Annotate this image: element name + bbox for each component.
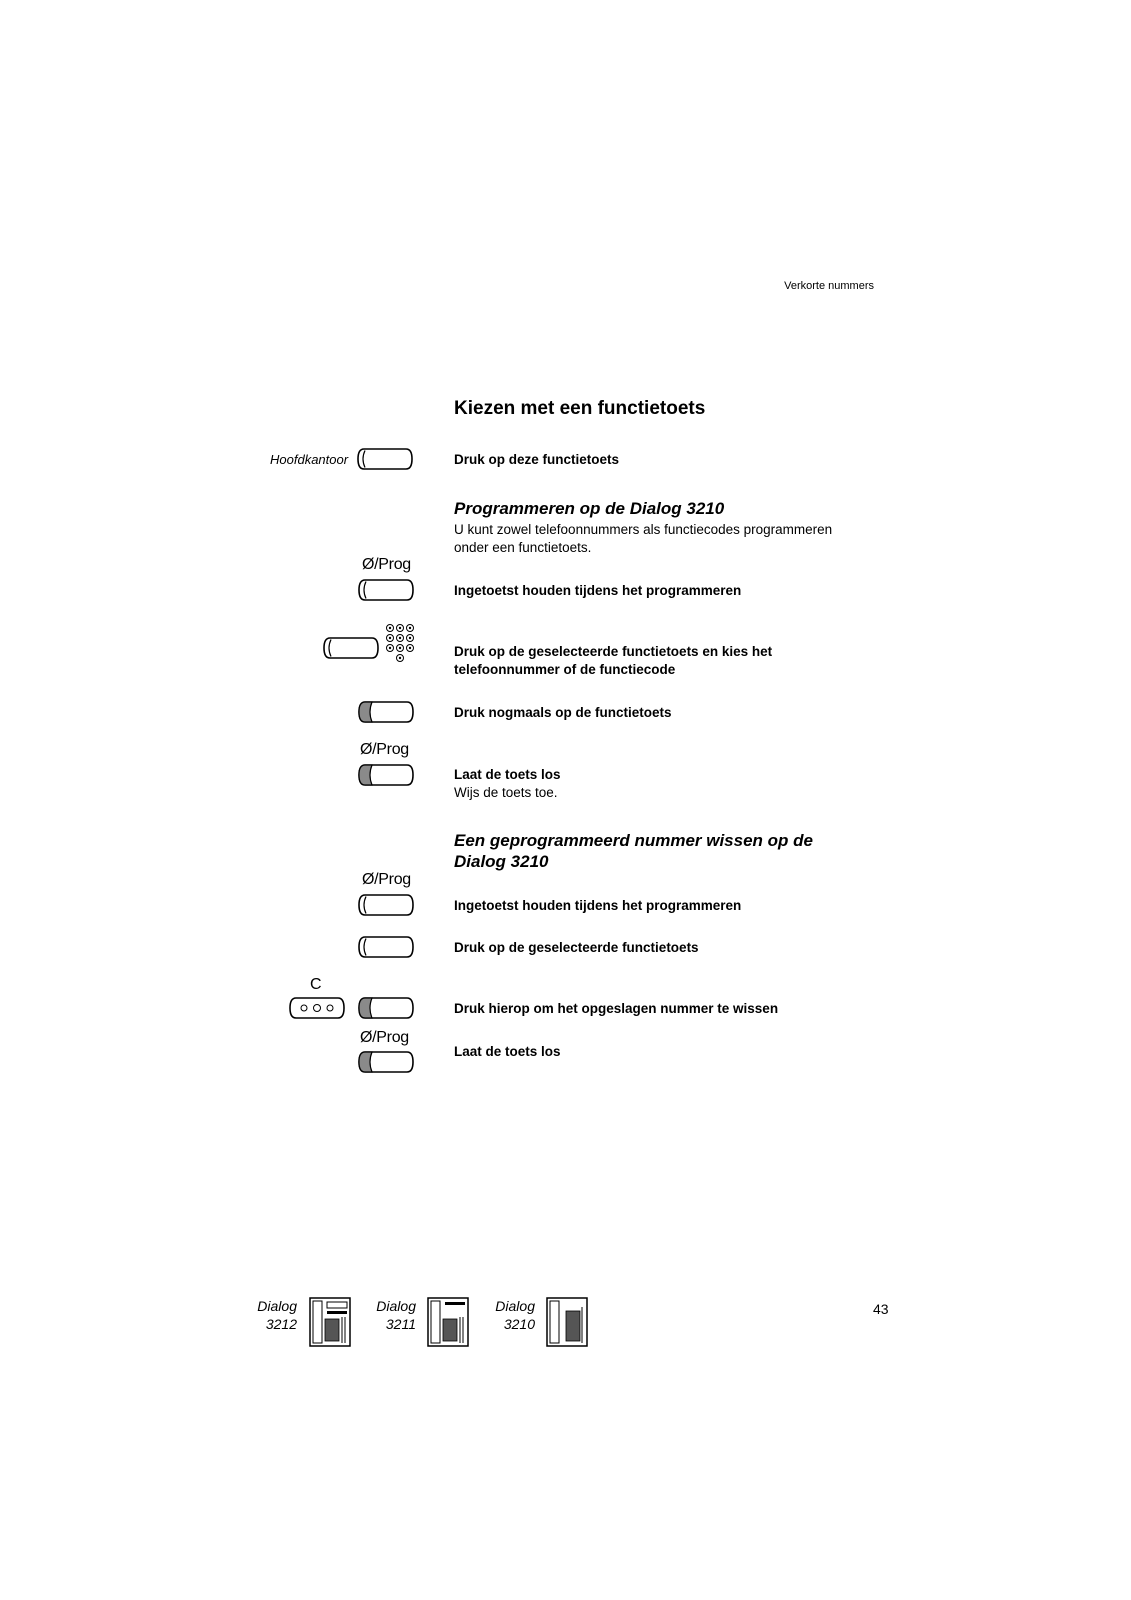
step-hold-prog-2: Ingetoetst houden tijdens het programmeren bbox=[454, 898, 742, 913]
phone-model: 3212 bbox=[265, 1316, 297, 1332]
prog-key-label: Ø/Prog bbox=[362, 871, 411, 888]
phone-3210-icon bbox=[546, 1297, 588, 1347]
prog-key-label: Ø/Prog bbox=[360, 1029, 409, 1046]
step-select-key-line-2: telefoonnummer of de functiecode bbox=[454, 662, 676, 677]
step-release-note: Wijs de toets toe. bbox=[454, 785, 558, 800]
step-release-key: Laat de toets los bbox=[454, 767, 561, 782]
clear-key-icon bbox=[288, 996, 346, 1020]
section-title-programmeren: Programmeren op de Dialog 3210 bbox=[454, 499, 725, 518]
phone-3211-icon bbox=[427, 1297, 469, 1347]
step-press-function-key: Druk op deze functietoets bbox=[454, 452, 620, 467]
step-press-again: Druk nogmaals op de functietoets bbox=[454, 705, 672, 720]
step-release-key-2: Laat de toets los bbox=[454, 1044, 561, 1059]
phone-name: Dialog bbox=[376, 1298, 416, 1314]
phone-name: Dialog bbox=[495, 1298, 535, 1314]
step-clear-number: Druk hierop om het opgeslagen nummer te wissen bbox=[454, 1001, 779, 1016]
function-key-pressed-icon bbox=[357, 996, 415, 1020]
intro-line-2: onder een functietoets. bbox=[454, 540, 592, 555]
phone-3212-icon bbox=[309, 1297, 351, 1347]
phone-model: 3210 bbox=[503, 1316, 535, 1332]
clear-key-label: C bbox=[310, 976, 322, 993]
keypad-icon bbox=[385, 624, 415, 666]
prog-key-label: Ø/Prog bbox=[360, 741, 409, 758]
phone-model: 3211 bbox=[385, 1316, 416, 1332]
step-select-key-line-1: Druk op de geselecteerde functietoets en kies het bbox=[454, 644, 773, 659]
prog-key-icon bbox=[357, 578, 415, 602]
function-key-icon bbox=[356, 447, 414, 471]
prog-key-pressed-icon bbox=[357, 763, 415, 787]
function-key-pressed-icon bbox=[357, 700, 415, 724]
function-key-icon bbox=[322, 636, 380, 660]
step-press-selected: Druk op de geselecteerde functietoets bbox=[454, 940, 699, 955]
function-key-label: Hoofdkantoor bbox=[270, 452, 349, 467]
page-number: 43 bbox=[873, 1301, 889, 1317]
section-title-wissen-line-2: Dialog 3210 bbox=[454, 852, 549, 871]
section-title-wissen-line-1: Een geprogrammeerd nummer wissen op de bbox=[454, 831, 813, 850]
phone-name: Dialog bbox=[257, 1298, 297, 1314]
prog-key-label: Ø/Prog bbox=[362, 556, 411, 573]
function-key-icon bbox=[357, 935, 415, 959]
section-title-kiezen: Kiezen met een functietoets bbox=[454, 398, 706, 419]
prog-key-pressed-icon bbox=[357, 1050, 415, 1074]
running-header: Verkorte nummers bbox=[784, 280, 874, 292]
step-hold-prog: Ingetoetst houden tijdens het programmeren bbox=[454, 583, 742, 598]
prog-key-icon bbox=[357, 893, 415, 917]
intro-line-1: U kunt zowel telefoonnummers als functiecodes programmeren bbox=[454, 522, 833, 537]
